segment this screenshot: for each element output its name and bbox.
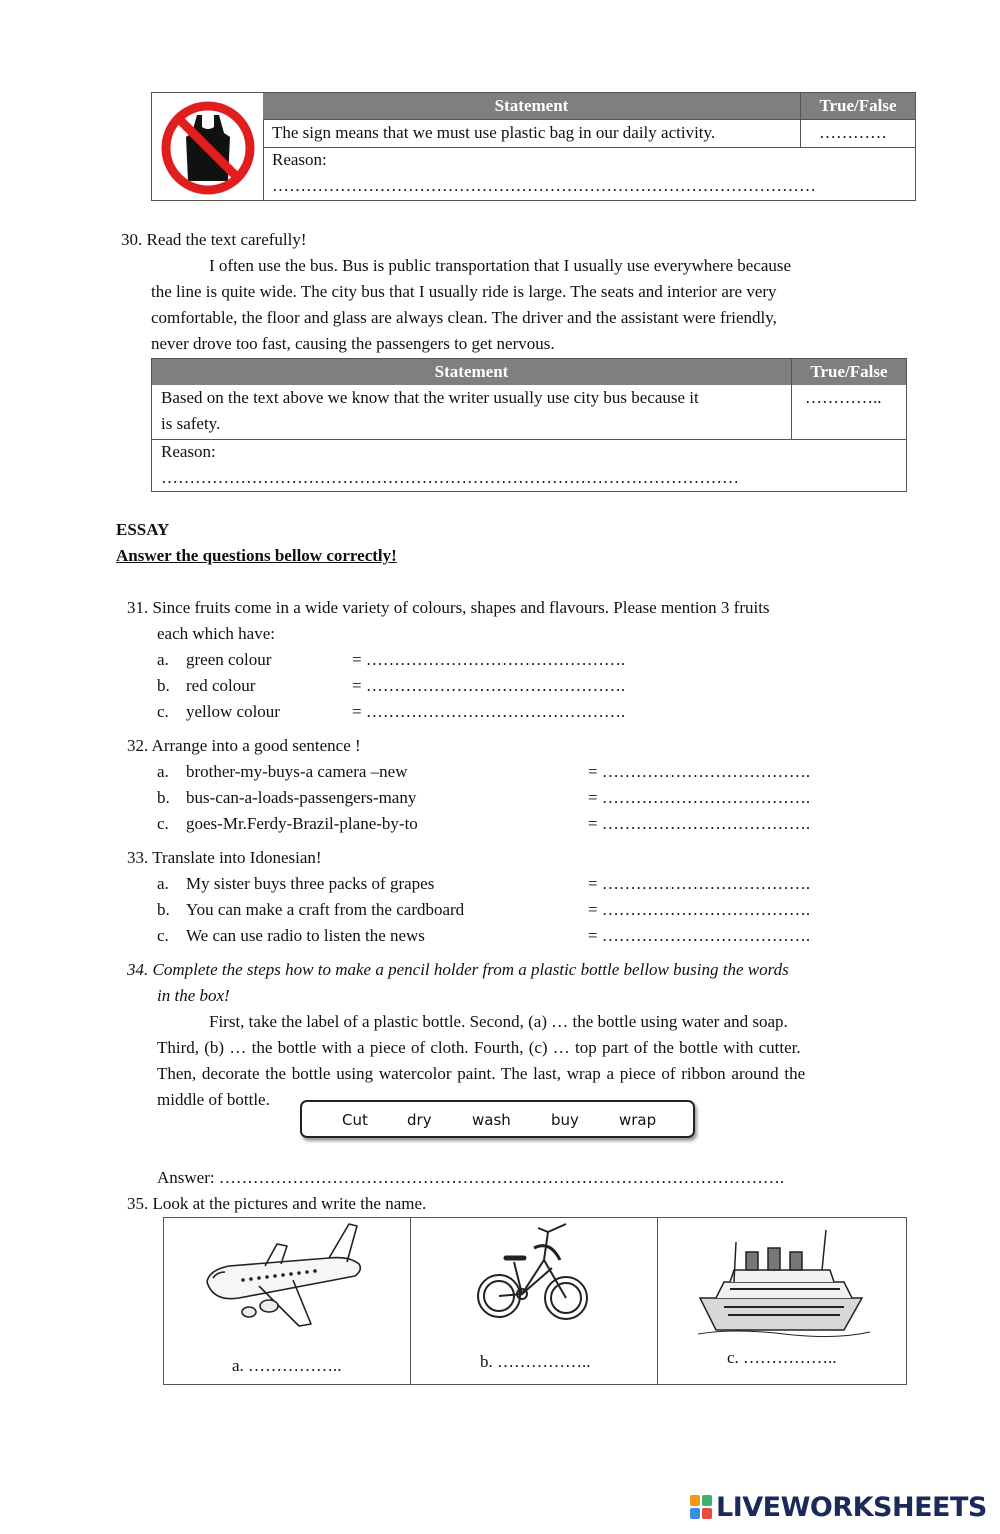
q32-item-letter: c.: [157, 814, 169, 833]
q32-item-text: brother-my-buys-a camera –new: [186, 762, 408, 781]
q32-item-letter: b.: [157, 788, 170, 807]
q34-prompt-cont: in the box!: [157, 986, 230, 1005]
no-plastic-bag-sign: [152, 93, 264, 200]
q33-item-answer[interactable]: = ……………………………….: [588, 874, 811, 893]
q32-prompt: 32. Arrange into a good sentence !: [127, 736, 361, 755]
bicycle-picture: [474, 1218, 594, 1330]
q32-item-text: goes-Mr.Ferdy-Brazil-plane-by-to: [186, 814, 418, 833]
q32-item-text: bus-can-a-loads-passengers-many: [186, 788, 417, 807]
q35-picture-table: [163, 1217, 907, 1385]
q30-tf-answer[interactable]: …………..: [805, 388, 882, 407]
q29-reason-answer[interactable]: ……………………………………………………………………………………: [272, 176, 816, 195]
q30-text-line: comfortable, the floor and glass are always clean. The driver and the assistant were friendly,: [151, 308, 777, 327]
q33-item-answer[interactable]: = ……………………………….: [588, 900, 811, 919]
q29-reason-label: Reason:: [272, 150, 327, 169]
q29-header-tf: True/False: [801, 93, 915, 119]
q30-reason-label: Reason:: [161, 442, 216, 461]
word-option: buy: [551, 1111, 579, 1129]
q31-prompt: 31. Since fruits come in a wide variety of colours, shapes and flavours. Please mention 3 fruits: [127, 598, 770, 617]
q33-item-letter: b.: [157, 900, 170, 919]
q33-item-text: You can make a craft from the cardboard: [186, 900, 465, 919]
q34-text-line: middle of bottle.: [157, 1090, 270, 1109]
q31-item-answer[interactable]: = ……………………………………….: [352, 702, 626, 721]
airplane-answer[interactable]: a. ……………..: [232, 1356, 342, 1375]
no-plastic-bag-icon: [152, 93, 263, 200]
ship-answer[interactable]: c. ……………..: [727, 1348, 837, 1367]
q32-item-answer[interactable]: = ……………………………….: [588, 762, 811, 781]
word-option: Cut: [342, 1111, 368, 1129]
q34-prompt: 34. Complete the steps how to make a pencil holder from a plastic bottle bellow busing the words: [127, 960, 789, 979]
q30-title: 30. Read the text carefully!: [121, 230, 307, 249]
q33-item-letter: c.: [157, 926, 169, 945]
q33-item-letter: a.: [157, 874, 169, 893]
liveworksheets-logo-icon: [690, 1495, 712, 1519]
q32-item-answer[interactable]: = ……………………………….: [588, 788, 811, 807]
q33-item-text: We can use radio to listen the news: [186, 926, 425, 945]
q30-text-line: the line is quite wide. The city bus that I usually ride is large. The seats and interior are very: [151, 282, 777, 301]
q34-text-line: Third, (b) … the bottle with a piece of cloth. Fourth, (c) … top part of the bottle with cutter.: [157, 1038, 801, 1057]
airplane-picture: [199, 1220, 379, 1338]
q29-tf-answer[interactable]: …………: [819, 123, 887, 142]
q29-table: [151, 92, 916, 201]
brand-name: LIVEWORKSHEETS: [716, 1492, 987, 1523]
word-box: [300, 1100, 695, 1138]
q33-prompt: 33. Translate into Idonesian!: [127, 848, 322, 867]
q30-statement-line2: is safety.: [161, 414, 221, 433]
q31-item-letter: b.: [157, 676, 170, 695]
q30-text-line: never drove too fast, causing the passengers to get nervous.: [151, 334, 555, 353]
q32-item-letter: a.: [157, 762, 169, 781]
q31-item-answer[interactable]: = ……………………………………….: [352, 676, 626, 695]
q34-text-line: First, take the label of a plastic bottle. Second, (a) … the bottle using water and soap.: [209, 1012, 788, 1031]
q30-reason-answer[interactable]: …………………………………………………………………………………………: [161, 468, 739, 487]
ship-picture: [694, 1222, 874, 1342]
q30-text-line: I often use the bus. Bus is public transportation that I usually use everywhere because: [209, 256, 792, 275]
q29-header-statement: Statement: [263, 93, 800, 119]
q33-item-text: My sister buys three packs of grapes: [186, 874, 435, 893]
word-option: wash: [472, 1111, 511, 1129]
q30-header-tf: True/False: [792, 359, 906, 385]
essay-title: ESSAY: [116, 520, 170, 539]
q31-item-text: red colour: [186, 676, 256, 695]
q34-text-line: Then, decorate the bottle using watercolor paint. The last, wrap a piece of ribbon around the: [157, 1064, 806, 1083]
q31-item-text: green colour: [186, 650, 272, 669]
q32-item-answer[interactable]: = ……………………………….: [588, 814, 811, 833]
q35-prompt: 35. Look at the pictures and write the name.: [127, 1194, 427, 1213]
q31-prompt-cont: each which have:: [157, 624, 275, 643]
essay-instruction: Answer the questions bellow correctly!: [116, 546, 397, 565]
word-option: wrap: [619, 1111, 657, 1129]
q31-item-letter: c.: [157, 702, 169, 721]
bicycle-answer[interactable]: b. ……………..: [480, 1352, 591, 1371]
q31-item-text: yellow colour: [186, 702, 280, 721]
q34-answer[interactable]: Answer: ……………………………………………………………………………………….: [157, 1168, 785, 1187]
q30-statement-line1: Based on the text above we know that the writer usually use city bus because it: [161, 388, 699, 407]
word-option: dry: [407, 1111, 432, 1129]
q31-item-answer[interactable]: = ……………………………………….: [352, 650, 626, 669]
q29-statement: The sign means that we must use plastic bag in our daily activity.: [272, 123, 716, 142]
q30-table: [151, 358, 907, 492]
q33-item-answer[interactable]: = ……………………………….: [588, 926, 811, 945]
q31-item-letter: a.: [157, 650, 169, 669]
q30-header-statement: Statement: [152, 359, 791, 385]
